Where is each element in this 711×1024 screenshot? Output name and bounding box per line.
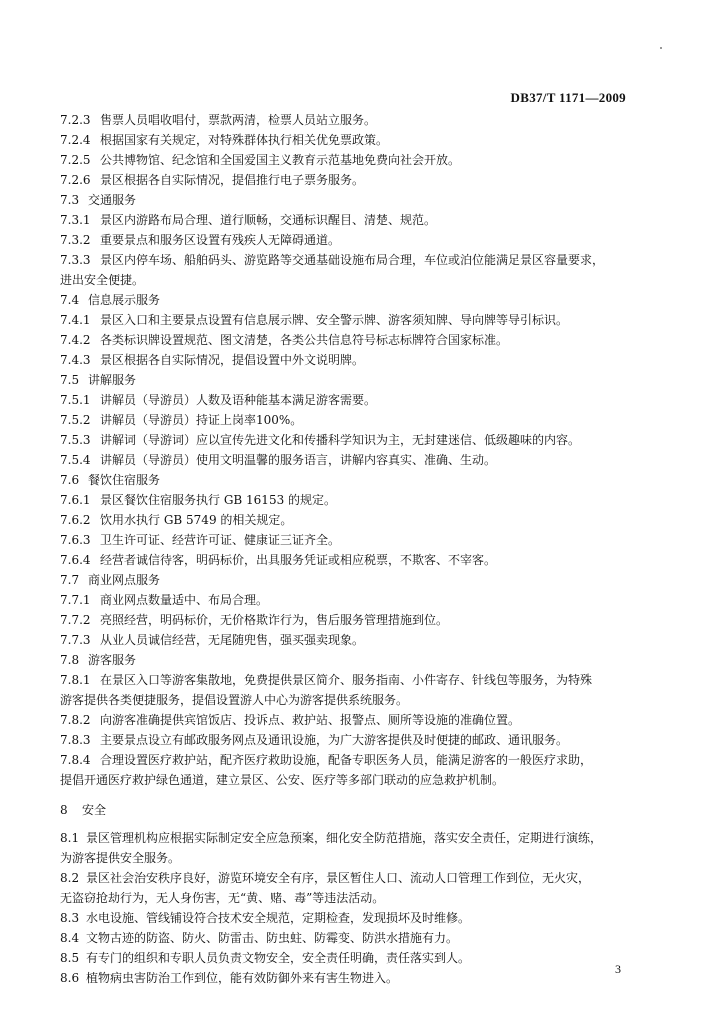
clause-continuation bbox=[60, 270, 631, 290]
clause-text: 景区内游路布局合理、道行顺畅，交通标识醒目、清楚、规范。 bbox=[100, 213, 437, 227]
clause-continuation bbox=[60, 848, 631, 868]
clause-continuation bbox=[60, 888, 631, 908]
clause-7-6-3 bbox=[60, 530, 631, 550]
clause-number: 7.3.3 bbox=[60, 253, 91, 267]
section-title: 商业网点服务 bbox=[88, 573, 161, 587]
clause-number: 7.5.2 bbox=[60, 413, 91, 427]
clause-text: 经营者诚信待客，明码标价，出具服务凭证或相应税票，不欺客、不宰客。 bbox=[100, 553, 497, 567]
clause-7-7-1 bbox=[60, 590, 631, 610]
clause-number: 8.1 bbox=[60, 831, 80, 845]
clause-number: 7.5.1 bbox=[60, 393, 91, 407]
clause-8-4 bbox=[60, 928, 631, 948]
clause-7-6-2 bbox=[60, 510, 631, 530]
clause-text: 景区根据各自实际情况，提倡设置中外文说明牌。 bbox=[100, 353, 365, 367]
clause-number: 7.7.3 bbox=[60, 633, 91, 647]
clause-text: 景区餐饮住宿服务执行 GB 16153 的规定。 bbox=[100, 493, 337, 507]
clause-7-3-2 bbox=[60, 230, 631, 250]
clause-text: 在景区入口等游客集散地，免费提供景区简介、服务指南、小件寄存、针线包等服务，为特殊 bbox=[100, 673, 593, 687]
clause-text: 商业网点数量适中、布局合理。 bbox=[100, 593, 269, 607]
clause-number: 7.6.4 bbox=[60, 553, 91, 567]
clause-text: 景区入口和主要景点设置有信息展示牌、安全警示牌、游客须知牌、导向牌等导引标识。 bbox=[100, 313, 569, 327]
clause-number: 7.6.2 bbox=[60, 513, 91, 527]
clause-7-3-3 bbox=[60, 250, 631, 270]
clause-text: 饮用水执行 GB 5749 的相关规定。 bbox=[100, 513, 293, 527]
clause-number: 7.4.3 bbox=[60, 353, 91, 367]
section-title: 交通服务 bbox=[88, 193, 137, 207]
clause-7-2-6: 7.2.6 景区根据各自实际情况，提倡推行电子票务服务。 bbox=[60, 173, 365, 187]
standard-code-header: DB37/T 1171—2009 bbox=[510, 90, 626, 105]
clause-text: 景区内停车场、船舶码头、游览路等交通基础设施布局合理，车位或泊位能满足景区容量要求， bbox=[100, 253, 605, 267]
clause-number: 7.8.1 bbox=[60, 673, 91, 687]
section-number: 7.5 bbox=[60, 373, 80, 387]
clause-8-5 bbox=[60, 948, 631, 968]
clause-text: 卫生许可证、经营许可证、健康证三证齐全。 bbox=[100, 533, 341, 547]
chapter-8-safety bbox=[60, 800, 631, 988]
clause-7-5-2 bbox=[60, 410, 631, 430]
clause-7-8-4 bbox=[60, 750, 631, 770]
clause-text: 合理设置医疗救护站，配齐医疗救助设施，配备专职医务人员，能满足游客的一般医疗求助， bbox=[100, 753, 593, 767]
clause-7-8-2 bbox=[60, 710, 631, 730]
clause-text: 从业人员诚信经营，无尾随兜售，强买强卖现象。 bbox=[100, 633, 365, 647]
clause-text: 讲解词（导游词）应以宣传先进文化和传播科学知识为主，无封建迷信、低级趣味的内容。 bbox=[100, 433, 581, 447]
section-heading-7-8 bbox=[60, 650, 631, 670]
clause-number: 7.3.2 bbox=[60, 233, 91, 247]
clause-text: 为游客提供安全服务。 bbox=[60, 851, 181, 865]
clause-continuation bbox=[60, 690, 631, 710]
section-heading-7-6 bbox=[60, 470, 631, 490]
clause-7-8-3 bbox=[60, 730, 631, 750]
scan-speck bbox=[660, 47, 662, 49]
clause-number: 7.6.1 bbox=[60, 493, 91, 507]
chapter-heading-8 bbox=[60, 800, 631, 820]
chapter-number: 8 bbox=[60, 803, 68, 817]
clause-7-8-1 bbox=[60, 670, 631, 690]
clause-text: 讲解员（导游员）使用文明温馨的服务语言，讲解内容真实、准确、生动。 bbox=[100, 453, 497, 467]
clause-text: 提倡开通医疗救护绿色通道，建立景区、公安、医疗等多部门联动的应急救护机制。 bbox=[60, 773, 505, 787]
clause-text: 水电设施、管线铺设符合技术安全规范，定期检查，发现损坏及时维修。 bbox=[86, 911, 471, 925]
clause-text: 有专门的组织和专职人员负责文物安全，安全责任明确，责任落实到人。 bbox=[86, 951, 471, 965]
clause-7-6-4 bbox=[60, 550, 631, 570]
section-heading-7-4 bbox=[60, 290, 631, 310]
clause-text: 各类标识牌设置规范、图文清楚，各类公共信息符号标志标牌符合国家标准。 bbox=[100, 333, 509, 347]
clause-7-4-2 bbox=[60, 330, 631, 350]
section-number: 7.7 bbox=[60, 573, 80, 587]
clause-number: 7.4.1 bbox=[60, 313, 91, 327]
clause-7-2-4: 7.2.4 根据国家有关规定，对特殊群体执行相关优免票政策。 bbox=[60, 133, 389, 147]
chapter-title: 安全 bbox=[82, 803, 107, 817]
section-title: 餐饮住宿服务 bbox=[88, 473, 161, 487]
clause-8-6 bbox=[60, 968, 631, 988]
clause-7-6-1 bbox=[60, 490, 631, 510]
clause-number: 8.3 bbox=[60, 911, 80, 925]
section-number: 7.4 bbox=[60, 293, 80, 307]
section-7-2-tail bbox=[60, 110, 631, 190]
clause-text: 重要景点和服务区设置有残疾人无障碍通道。 bbox=[100, 233, 341, 247]
clause-8-2 bbox=[60, 868, 631, 888]
clause-7-2-3: 7.2.3 售票人员唱收唱付，票款两清，检票人员站立服务。 bbox=[60, 113, 377, 127]
clause-number: 7.7.2 bbox=[60, 613, 91, 627]
clause-7-4-3 bbox=[60, 350, 631, 370]
clause-text: 主要景点设立有邮政服务网点及通讯设施，为广大游客提供及时便捷的邮政、通讯服务。 bbox=[100, 733, 569, 747]
clause-number: 7.4.2 bbox=[60, 333, 91, 347]
clause-text: 游客提供各类便捷服务，提倡设置游人中心为游客提供系统服务。 bbox=[60, 693, 409, 707]
clause-text: 文物古迹的防盗、防火、防雷击、防虫蛀、防霉变、防洪水措施有力。 bbox=[86, 931, 459, 945]
clause-text: 景区社会治安秩序良好，游览环境安全有序，景区暂住人口、流动人口管理工作到位，无火灾， bbox=[86, 871, 591, 885]
clause-text: 进出安全便捷。 bbox=[60, 273, 145, 287]
clause-text: 讲解员（导游员）持证上岗率100%。 bbox=[100, 413, 303, 427]
clause-number: 7.8.3 bbox=[60, 733, 91, 747]
clause-number: 7.6.3 bbox=[60, 533, 91, 547]
clause-7-7-2 bbox=[60, 610, 631, 630]
clause-number: 7.7.1 bbox=[60, 593, 91, 607]
clause-number: 7.3.1 bbox=[60, 213, 91, 227]
section-number: 7.6 bbox=[60, 473, 80, 487]
clause-8-3 bbox=[60, 908, 631, 928]
section-title: 游客服务 bbox=[88, 653, 137, 667]
clause-7-2-5: 7.2.5 公共博物馆、纪念馆和全国爱国主义教育示范基地免费向社会开放。 bbox=[60, 153, 461, 167]
clause-text: 亮照经营，明码标价，无价格欺诈行为，售后服务管理措施到位。 bbox=[100, 613, 449, 627]
clause-continuation bbox=[60, 770, 631, 790]
clause-text: 景区管理机构应根据实际制定安全应急预案，细化安全防范措施，落实安全责任，定期进行演练， bbox=[86, 831, 603, 845]
clause-text: 讲解员（导游员）人数及语种能基本满足游客需要。 bbox=[100, 393, 377, 407]
clause-7-5-4 bbox=[60, 450, 631, 470]
clause-number: 7.5.4 bbox=[60, 453, 91, 467]
clause-number: 8.4 bbox=[60, 931, 80, 945]
clause-number: 8.5 bbox=[60, 951, 80, 965]
section-number: 7.8 bbox=[60, 653, 80, 667]
page-number: 3 bbox=[615, 962, 621, 976]
sections-7-3-to-7-8 bbox=[60, 190, 631, 790]
document-body bbox=[60, 110, 631, 988]
section-title: 讲解服务 bbox=[88, 373, 137, 387]
section-title: 信息展示服务 bbox=[88, 293, 161, 307]
clause-text: 无盗窃抢劫行为，无人身伤害，无“黄、赌、毒”等违法活动。 bbox=[60, 891, 385, 905]
section-heading-7-3 bbox=[60, 190, 631, 210]
section-number: 7.3 bbox=[60, 193, 80, 207]
clause-number: 8.6 bbox=[60, 971, 80, 985]
clause-number: 8.2 bbox=[60, 871, 80, 885]
clause-number: 7.8.4 bbox=[60, 753, 91, 767]
clause-7-5-1 bbox=[60, 390, 631, 410]
section-heading-7-7 bbox=[60, 570, 631, 590]
clause-7-4-1 bbox=[60, 310, 631, 330]
clause-7-3-1 bbox=[60, 210, 631, 230]
clause-number: 7.5.3 bbox=[60, 433, 91, 447]
clause-7-5-3 bbox=[60, 430, 631, 450]
clause-8-1 bbox=[60, 828, 631, 848]
clause-text: 植物病虫害防治工作到位，能有效防御外来有害生物进入。 bbox=[86, 971, 399, 985]
clause-number: 7.8.2 bbox=[60, 713, 91, 727]
section-heading-7-5 bbox=[60, 370, 631, 390]
clause-text: 向游客准确提供宾馆饭店、投诉点、救护站、报警点、厕所等设施的准确位置。 bbox=[100, 713, 521, 727]
clause-7-7-3 bbox=[60, 630, 631, 650]
